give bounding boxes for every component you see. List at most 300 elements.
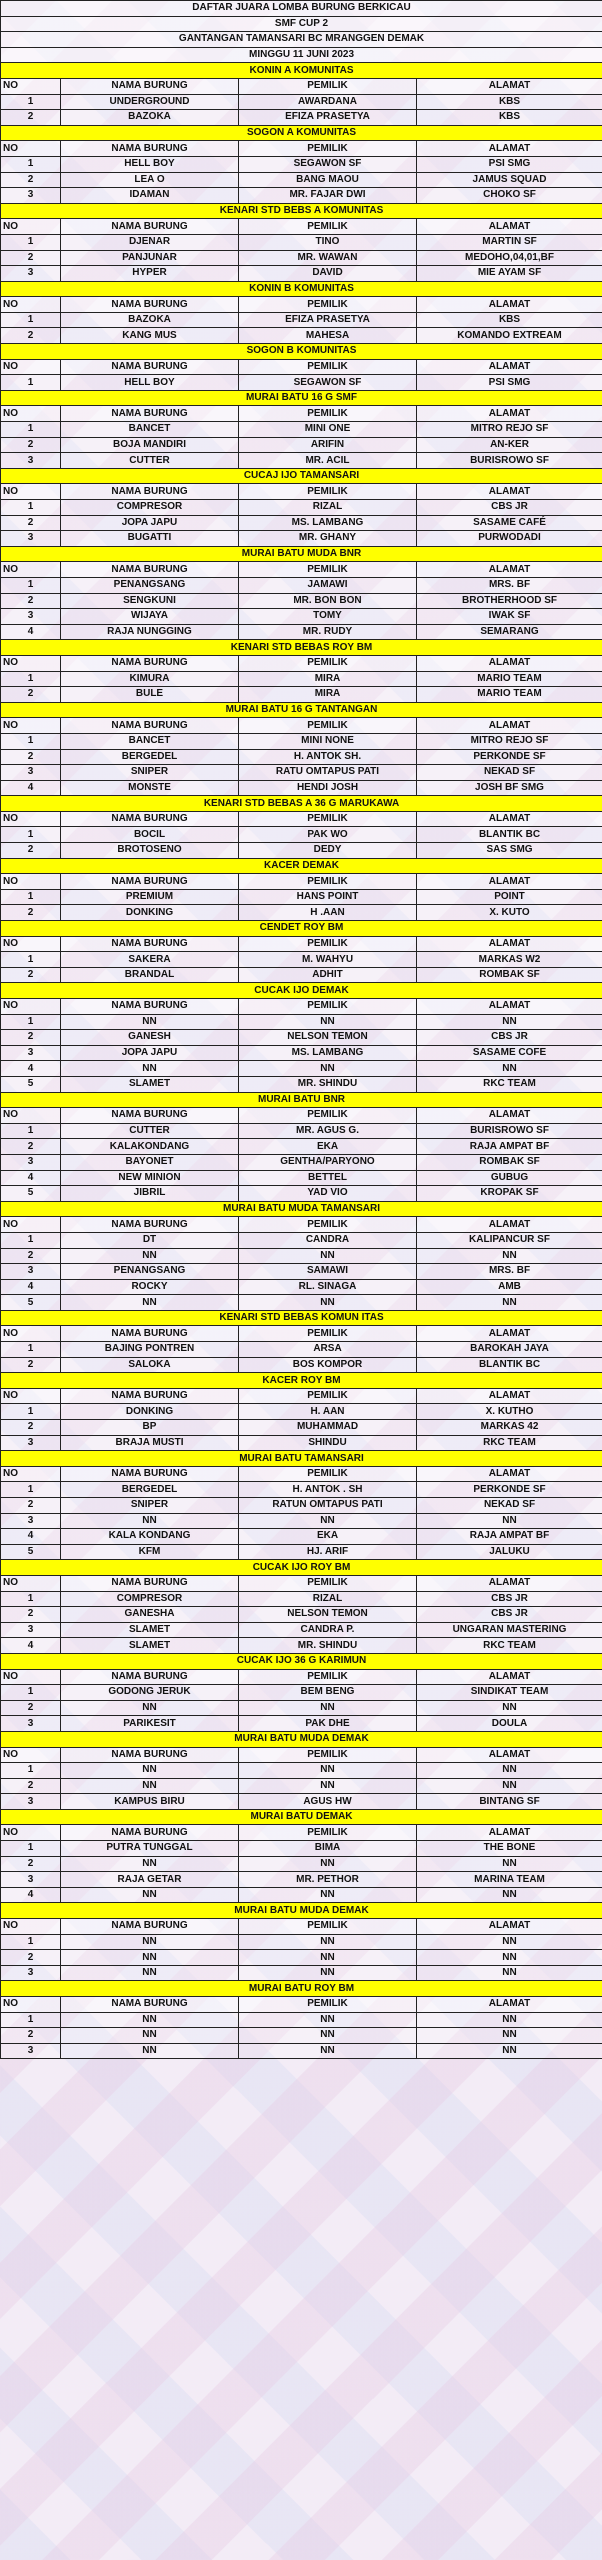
col-owner-header: PEMILIK	[239, 936, 417, 952]
owner-cell: MR. FAJAR DWI	[239, 188, 417, 204]
address-cell: MITRO REJO SF	[417, 733, 602, 749]
owner-cell: ARSA	[239, 1342, 417, 1358]
rank-cell: 3	[1, 1622, 61, 1638]
rank-cell: 1	[1, 1342, 61, 1358]
venue: GANTANGAN TAMANSARI BC MRANGGEN DEMAK	[1, 32, 602, 48]
address-cell: MARTIN SF	[417, 234, 602, 250]
col-bird-header: NAMA BURUNG	[61, 655, 239, 671]
col-no-header: NO	[1, 1997, 61, 2013]
table-row	[1, 1794, 602, 1810]
column-header-row	[1, 1669, 602, 1685]
col-owner-header: PEMILIK	[239, 1217, 417, 1233]
rank-cell: 2	[1, 1950, 61, 1966]
owner-cell: RIZAL	[239, 1591, 417, 1607]
section-title: MURAI BATU 16 G SMF	[1, 390, 602, 406]
section-title-row	[1, 63, 602, 79]
col-owner-header: PEMILIK	[239, 297, 417, 313]
bird-name-cell: SENGKUNI	[61, 593, 239, 609]
col-no-header: NO	[1, 484, 61, 500]
col-owner-header: PEMILIK	[239, 1466, 417, 1482]
rank-cell: 2	[1, 1700, 61, 1716]
address-cell: NN	[417, 1061, 602, 1077]
table-row	[1, 1357, 602, 1373]
section-title-row	[1, 702, 602, 718]
table-row	[1, 1607, 602, 1623]
section-title-row	[1, 1981, 602, 1997]
address-cell: CHOKO SF	[417, 188, 602, 204]
table-row	[1, 422, 602, 438]
address-cell: MITRO REJO SF	[417, 422, 602, 438]
bird-name-cell: GANESHA	[61, 1607, 239, 1623]
bird-name-cell: NN	[61, 2028, 239, 2044]
table-row	[1, 1685, 602, 1701]
address-cell: JAMUS SQUAD	[417, 172, 602, 188]
bird-name-cell: BP	[61, 1420, 239, 1436]
table-row	[1, 1139, 602, 1155]
owner-cell: RATUN OMTAPUS PATI	[239, 1498, 417, 1514]
column-header-row	[1, 1388, 602, 1404]
owner-cell: MR. WAWAN	[239, 250, 417, 266]
owner-cell: NN	[239, 1513, 417, 1529]
bird-name-cell: BANCET	[61, 422, 239, 438]
bird-name-cell: CUTTER	[61, 1123, 239, 1139]
bird-name-cell: HYPER	[61, 266, 239, 282]
bird-name-cell: PENANGSANG	[61, 1264, 239, 1280]
table-row	[1, 765, 602, 781]
col-owner-header: PEMILIK	[239, 219, 417, 235]
owner-cell: HANS POINT	[239, 889, 417, 905]
bird-name-cell: JOPA JAPU	[61, 515, 239, 531]
address-cell: MARINA TEAM	[417, 1872, 602, 1888]
address-cell: CBS JR	[417, 500, 602, 516]
table-row	[1, 1965, 602, 1981]
bird-name-cell: DONKING	[61, 1404, 239, 1420]
rank-cell: 3	[1, 188, 61, 204]
rank-cell: 5	[1, 1544, 61, 1560]
bird-name-cell: BANCET	[61, 733, 239, 749]
section-title-row	[1, 1092, 602, 1108]
bird-name-cell: BRANDAL	[61, 967, 239, 983]
col-no-header: NO	[1, 1669, 61, 1685]
owner-cell: NN	[239, 2012, 417, 2028]
section-title-row	[1, 1201, 602, 1217]
owner-cell: NELSON TEMON	[239, 1030, 417, 1046]
col-address-header: ALAMAT	[417, 1747, 602, 1763]
rank-cell: 2	[1, 1030, 61, 1046]
rank-cell: 1	[1, 1482, 61, 1498]
bird-name-cell: NN	[61, 1513, 239, 1529]
bird-name-cell: BRAJA MUSTI	[61, 1435, 239, 1451]
rank-cell: 1	[1, 500, 61, 516]
bird-name-cell: NN	[61, 1763, 239, 1779]
table-row	[1, 188, 602, 204]
rank-cell: 3	[1, 1045, 61, 1061]
bird-name-cell: JOPA JAPU	[61, 1045, 239, 1061]
bird-name-cell: KAMPUS BIRU	[61, 1794, 239, 1810]
owner-cell: TINO	[239, 234, 417, 250]
owner-cell: GENTHA/PARYONO	[239, 1154, 417, 1170]
owner-cell: MR. BON BON	[239, 593, 417, 609]
column-header-row	[1, 999, 602, 1015]
address-cell: RAJA AMPAT BF	[417, 1139, 602, 1155]
rank-cell: 1	[1, 889, 61, 905]
table-row	[1, 1498, 602, 1514]
rank-cell: 2	[1, 1420, 61, 1436]
col-address-header: ALAMAT	[417, 1997, 602, 2013]
table-row	[1, 1232, 602, 1248]
address-cell: PERKONDE SF	[417, 749, 602, 765]
owner-cell: H. AAN	[239, 1404, 417, 1420]
owner-cell: NN	[239, 1763, 417, 1779]
col-address-header: ALAMAT	[417, 78, 602, 94]
col-address-header: ALAMAT	[417, 1919, 602, 1935]
owner-cell: NN	[239, 1934, 417, 1950]
section-title: MURAI BATU ROY BM	[1, 1981, 602, 1997]
rank-cell: 2	[1, 1139, 61, 1155]
column-header-row	[1, 78, 602, 94]
owner-cell: NN	[239, 1950, 417, 1966]
rank-cell: 3	[1, 453, 61, 469]
rank-cell: 3	[1, 1513, 61, 1529]
bird-name-cell: NN	[61, 1965, 239, 1981]
table-row	[1, 1404, 602, 1420]
owner-cell: MUHAMMAD	[239, 1420, 417, 1436]
address-cell: GUBUG	[417, 1170, 602, 1186]
bird-name-cell: NN	[61, 2012, 239, 2028]
bird-name-cell: BAZOKA	[61, 110, 239, 126]
table-row	[1, 905, 602, 921]
column-header-row	[1, 936, 602, 952]
column-header-row	[1, 141, 602, 157]
col-bird-header: NAMA BURUNG	[61, 1919, 239, 1935]
address-cell: RKC TEAM	[417, 1435, 602, 1451]
table-row	[1, 1295, 602, 1311]
table-row	[1, 1544, 602, 1560]
bird-name-cell: JIBRIL	[61, 1186, 239, 1202]
section-title: KACER DEMAK	[1, 858, 602, 874]
owner-cell: NN	[239, 1965, 417, 1981]
column-header-row	[1, 1575, 602, 1591]
bird-name-cell: SLAMET	[61, 1638, 239, 1654]
section-title: KONIN A KOMUNITAS	[1, 63, 602, 79]
address-cell: NN	[417, 1856, 602, 1872]
section-title-row	[1, 640, 602, 656]
rank-cell: 1	[1, 312, 61, 328]
owner-cell: BOS KOMPOR	[239, 1357, 417, 1373]
col-no-header: NO	[1, 562, 61, 578]
column-header-row	[1, 297, 602, 313]
owner-cell: MR. SHINDU	[239, 1076, 417, 1092]
bird-name-cell: BAZOKA	[61, 312, 239, 328]
bird-name-cell: COMPRESOR	[61, 1591, 239, 1607]
rank-cell: 1	[1, 671, 61, 687]
col-owner-header: PEMILIK	[239, 1919, 417, 1935]
address-cell: KALIPANCUR SF	[417, 1232, 602, 1248]
col-owner-header: PEMILIK	[239, 655, 417, 671]
table-row	[1, 749, 602, 765]
table-row	[1, 780, 602, 796]
address-cell: MEDOHO,04,01,BF	[417, 250, 602, 266]
bird-name-cell: BOCIL	[61, 827, 239, 843]
rank-cell: 2	[1, 250, 61, 266]
address-cell: SINDIKAT TEAM	[417, 1685, 602, 1701]
section-title-row	[1, 1310, 602, 1326]
table-row	[1, 967, 602, 983]
rank-cell: 1	[1, 1685, 61, 1701]
rank-cell: 2	[1, 172, 61, 188]
rank-cell: 3	[1, 765, 61, 781]
rank-cell: 1	[1, 733, 61, 749]
col-no-header: NO	[1, 1326, 61, 1342]
bird-name-cell: NN	[61, 1700, 239, 1716]
col-owner-header: PEMILIK	[239, 811, 417, 827]
bird-name-cell: BAJING PONTREN	[61, 1342, 239, 1358]
bird-name-cell: NN	[61, 1295, 239, 1311]
address-cell: ROMBAK SF	[417, 967, 602, 983]
table-row	[1, 1170, 602, 1186]
column-header-row	[1, 1217, 602, 1233]
col-address-header: ALAMAT	[417, 1825, 602, 1841]
col-address-header: ALAMAT	[417, 1466, 602, 1482]
col-bird-header: NAMA BURUNG	[61, 718, 239, 734]
table-row	[1, 1700, 602, 1716]
section-title: MURAI BATU MUDA BNR	[1, 546, 602, 562]
column-header-row	[1, 811, 602, 827]
table-row	[1, 1061, 602, 1077]
table-row	[1, 2028, 602, 2044]
bird-name-cell: CUTTER	[61, 453, 239, 469]
col-owner-header: PEMILIK	[239, 141, 417, 157]
col-owner-header: PEMILIK	[239, 1108, 417, 1124]
rank-cell: 4	[1, 780, 61, 796]
rank-cell: 3	[1, 1965, 61, 1981]
owner-cell: HJ. ARIF	[239, 1544, 417, 1560]
address-cell: NN	[417, 1700, 602, 1716]
section-title-row	[1, 921, 602, 937]
col-address-header: ALAMAT	[417, 141, 602, 157]
rank-cell: 2	[1, 1498, 61, 1514]
table-row	[1, 687, 602, 703]
address-cell: NEKAD SF	[417, 765, 602, 781]
rank-cell: 2	[1, 1856, 61, 1872]
rank-cell: 1	[1, 1934, 61, 1950]
section-title-row	[1, 203, 602, 219]
owner-cell: SEGAWON SF	[239, 156, 417, 172]
owner-cell: NELSON TEMON	[239, 1607, 417, 1623]
rank-cell: 1	[1, 375, 61, 391]
rank-cell: 1	[1, 1014, 61, 1030]
section-title: KENARI STD BEBAS KOMUN ITAS	[1, 1310, 602, 1326]
address-cell: NN	[417, 1295, 602, 1311]
address-cell: NN	[417, 1778, 602, 1794]
bird-name-cell: KALAKONDANG	[61, 1139, 239, 1155]
bird-name-cell: GODONG JERUK	[61, 1685, 239, 1701]
section-title: CENDET ROY BM	[1, 921, 602, 937]
column-header-row	[1, 1326, 602, 1342]
owner-cell: TOMY	[239, 609, 417, 625]
owner-cell: H. ANTOK SH.	[239, 749, 417, 765]
table-row	[1, 1856, 602, 1872]
owner-cell: MAHESA	[239, 328, 417, 344]
bird-name-cell: SAKERA	[61, 952, 239, 968]
owner-cell: CANDRA P.	[239, 1622, 417, 1638]
address-cell: ROMBAK SF	[417, 1154, 602, 1170]
rank-cell: 2	[1, 1357, 61, 1373]
col-bird-header: NAMA BURUNG	[61, 1669, 239, 1685]
section-title: MURAI BATU 16 G TANTANGAN	[1, 702, 602, 718]
owner-cell: MR. PETHOR	[239, 1872, 417, 1888]
table-row	[1, 1716, 602, 1732]
rank-cell: 1	[1, 156, 61, 172]
column-header-row	[1, 219, 602, 235]
owner-cell: ADHIT	[239, 967, 417, 983]
section-title: CUCAK IJO DEMAK	[1, 983, 602, 999]
section-title: SOGON A KOMUNITAS	[1, 125, 602, 141]
rank-cell: 1	[1, 1591, 61, 1607]
rank-cell: 2	[1, 328, 61, 344]
rank-cell: 1	[1, 577, 61, 593]
col-owner-header: PEMILIK	[239, 999, 417, 1015]
owner-cell: NN	[239, 1856, 417, 1872]
section-title-row	[1, 281, 602, 297]
bird-name-cell: UNDERGROUND	[61, 94, 239, 110]
address-cell: NN	[417, 1248, 602, 1264]
table-row	[1, 1186, 602, 1202]
table-row	[1, 266, 602, 282]
col-address-header: ALAMAT	[417, 1326, 602, 1342]
col-address-header: ALAMAT	[417, 936, 602, 952]
table-row	[1, 453, 602, 469]
address-cell: CBS JR	[417, 1030, 602, 1046]
col-bird-header: NAMA BURUNG	[61, 811, 239, 827]
bird-name-cell: SNIPER	[61, 765, 239, 781]
address-cell: PSI SMG	[417, 156, 602, 172]
section-title-row	[1, 858, 602, 874]
address-cell: SAS SMG	[417, 843, 602, 859]
section-title: MURAI BATU MUDA DEMAK	[1, 1903, 602, 1919]
col-no-header: NO	[1, 936, 61, 952]
table-row	[1, 1030, 602, 1046]
col-address-header: ALAMAT	[417, 484, 602, 500]
owner-cell: H .AAN	[239, 905, 417, 921]
section-title-row	[1, 1903, 602, 1919]
col-address-header: ALAMAT	[417, 359, 602, 375]
col-owner-header: PEMILIK	[239, 718, 417, 734]
section-title: MURAI BATU DEMAK	[1, 1809, 602, 1825]
address-cell: BINTANG SF	[417, 1794, 602, 1810]
table-row	[1, 1154, 602, 1170]
col-no-header: NO	[1, 718, 61, 734]
address-cell: BLANTIK BC	[417, 1357, 602, 1373]
rank-cell: 2	[1, 515, 61, 531]
bird-name-cell: NN	[61, 1934, 239, 1950]
col-bird-header: NAMA BURUNG	[61, 999, 239, 1015]
address-cell: POINT	[417, 889, 602, 905]
section-title-row	[1, 1451, 602, 1467]
bird-name-cell: SLAMET	[61, 1622, 239, 1638]
rank-cell: 3	[1, 1794, 61, 1810]
table-row	[1, 609, 602, 625]
col-no-header: NO	[1, 359, 61, 375]
owner-cell: YAD VIO	[239, 1186, 417, 1202]
rank-cell: 3	[1, 531, 61, 547]
section-title: KENARI STD BEBAS A 36 G MARUKAWA	[1, 796, 602, 812]
address-cell: MIE AYAM SF	[417, 266, 602, 282]
col-bird-header: NAMA BURUNG	[61, 406, 239, 422]
col-bird-header: NAMA BURUNG	[61, 1108, 239, 1124]
rank-cell: 1	[1, 827, 61, 843]
col-no-header: NO	[1, 1466, 61, 1482]
owner-cell: PAK DHE	[239, 1716, 417, 1732]
rank-cell: 2	[1, 2028, 61, 2044]
col-owner-header: PEMILIK	[239, 562, 417, 578]
address-cell: SEMARANG	[417, 624, 602, 640]
owner-cell: AGUS HW	[239, 1794, 417, 1810]
col-no-header: NO	[1, 1825, 61, 1841]
col-bird-header: NAMA BURUNG	[61, 1825, 239, 1841]
table-row	[1, 1435, 602, 1451]
owner-cell: EKA	[239, 1139, 417, 1155]
address-cell: NN	[417, 1014, 602, 1030]
col-bird-header: NAMA BURUNG	[61, 936, 239, 952]
table-row	[1, 1950, 602, 1966]
column-header-row	[1, 874, 602, 890]
bird-name-cell: NN	[61, 1248, 239, 1264]
column-header-row	[1, 562, 602, 578]
column-header-row	[1, 1108, 602, 1124]
bird-name-cell: KALA KONDANG	[61, 1529, 239, 1545]
bird-name-cell: HELL BOY	[61, 156, 239, 172]
address-cell: BURISROWO SF	[417, 1123, 602, 1139]
table-row	[1, 624, 602, 640]
address-cell: CBS JR	[417, 1591, 602, 1607]
rank-cell: 4	[1, 1887, 61, 1903]
table-row	[1, 1591, 602, 1607]
address-cell: AMB	[417, 1279, 602, 1295]
address-cell: RKC TEAM	[417, 1638, 602, 1654]
bird-name-cell: KIMURA	[61, 671, 239, 687]
col-owner-header: PEMILIK	[239, 1669, 417, 1685]
table-row	[1, 500, 602, 516]
bird-name-cell: SALOKA	[61, 1357, 239, 1373]
table-row	[1, 375, 602, 391]
bird-name-cell: PUTRA TUNGGAL	[61, 1841, 239, 1857]
section-title-row	[1, 1809, 602, 1825]
owner-cell: MR. SHINDU	[239, 1638, 417, 1654]
bird-name-cell: BERGEDEL	[61, 749, 239, 765]
col-bird-header: NAMA BURUNG	[61, 359, 239, 375]
table-row	[1, 1887, 602, 1903]
rank-cell: 2	[1, 843, 61, 859]
col-bird-header: NAMA BURUNG	[61, 219, 239, 235]
owner-cell: BIMA	[239, 1841, 417, 1857]
col-no-header: NO	[1, 1388, 61, 1404]
table-row	[1, 1513, 602, 1529]
col-bird-header: NAMA BURUNG	[61, 1747, 239, 1763]
rank-cell: 1	[1, 1404, 61, 1420]
section-title: MURAI BATU MUDA TAMANSARI	[1, 1201, 602, 1217]
bird-name-cell: IDAMAN	[61, 188, 239, 204]
owner-cell: HENDI JOSH	[239, 780, 417, 796]
rank-cell: 1	[1, 1123, 61, 1139]
bird-name-cell: PREMIUM	[61, 889, 239, 905]
owner-cell: H. ANTOK . SH	[239, 1482, 417, 1498]
table-row	[1, 1841, 602, 1857]
bird-name-cell: DT	[61, 1232, 239, 1248]
table-row	[1, 515, 602, 531]
col-address-header: ALAMAT	[417, 1575, 602, 1591]
bird-name-cell: LEA O	[61, 172, 239, 188]
